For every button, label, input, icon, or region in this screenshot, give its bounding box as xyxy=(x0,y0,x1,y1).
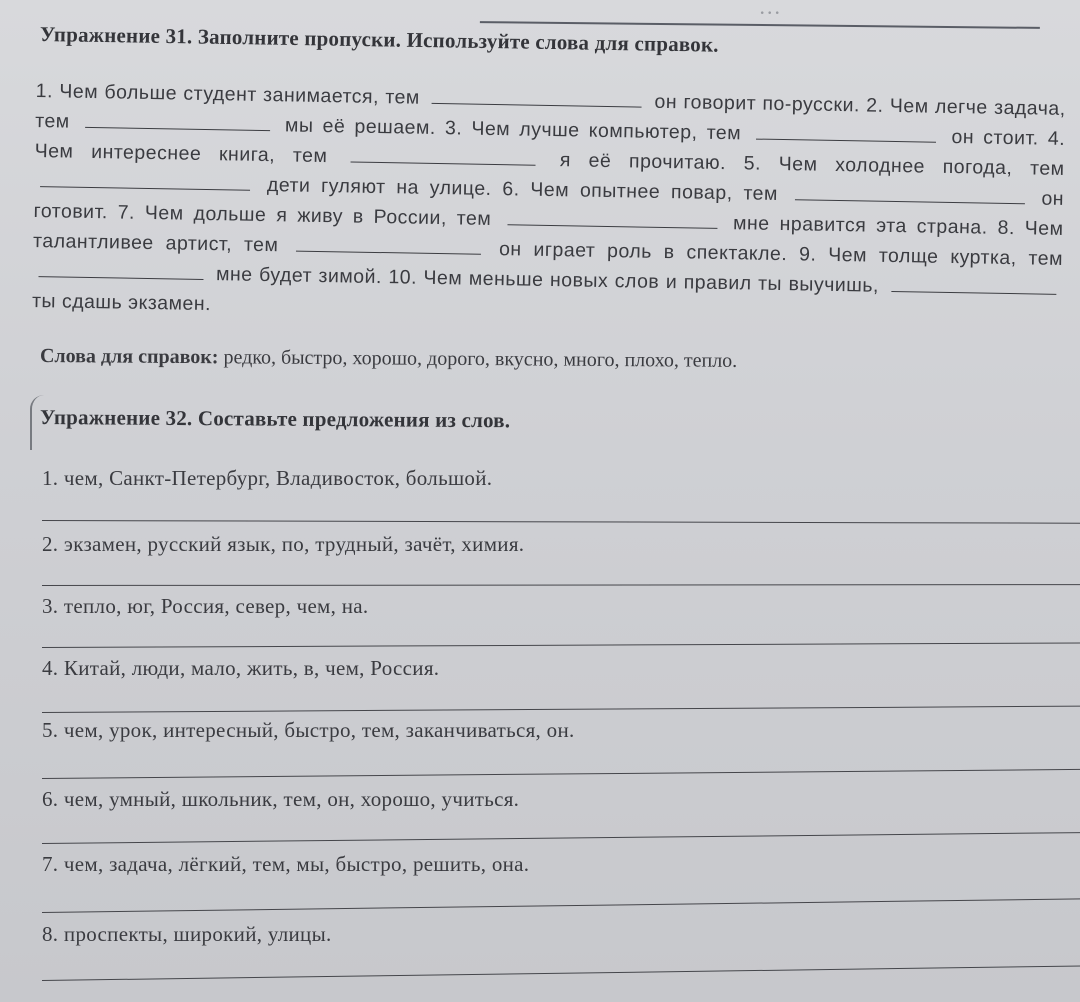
exercise-31-title: Упражнение 31. Заполните пропуски. Используйте слова для справок. xyxy=(39,22,719,57)
sentence-9b: мне будет зимой. xyxy=(215,263,383,289)
blank-3[interactable] xyxy=(756,121,936,143)
blank-9[interactable] xyxy=(38,258,203,280)
ex32-item-4: 4. Китай, люди, мало, жить, в, чем, Россия. xyxy=(42,656,440,680)
ex32-item-2: 2. экзамен, русский язык, по, трудный, зачёт, химия. xyxy=(42,532,525,556)
answer-line-7[interactable] xyxy=(42,898,1080,913)
sentence-7b: мне нравится эта страна. xyxy=(732,212,988,239)
answer-line-5[interactable] xyxy=(42,769,1080,779)
ex32-item-7: 7. чем, задача, лёгкий, тем, мы, быстро, решить, она. xyxy=(42,852,530,876)
top-handwritten-text: ... xyxy=(760,0,783,19)
sentence-9a: 9. Чем толще куртка, тем xyxy=(798,243,1064,270)
answer-line-2[interactable] xyxy=(42,584,1080,586)
answer-line-3[interactable] xyxy=(42,642,1080,648)
sentence-1a: 1. Чем больше студент занимается, тем xyxy=(35,79,420,109)
sentence-10a: 10. Чем меньше новых слов и правил ты выучишь, xyxy=(388,266,880,297)
sentence-8b: он играет роль в спектакле. xyxy=(498,238,788,266)
blank-7[interactable] xyxy=(507,206,717,229)
ex32-item-8: 8. проспекты, широкий, улицы. xyxy=(42,922,332,946)
reference-label: Слова для справок: xyxy=(39,345,219,369)
sentence-2a: 2. Чем легче задача, тем xyxy=(35,94,1066,133)
blank-1[interactable] xyxy=(432,85,642,108)
sentence-1b: он говорит по-русски. xyxy=(654,90,861,117)
exercise-31-text xyxy=(32,76,1066,334)
sentence-2b: мы её решаем. xyxy=(284,114,437,139)
exercise-32-title: Упражнение 32. Составьте предложения из слов. xyxy=(39,405,511,433)
sentence-4a: 4. Чем интереснее книга, тем xyxy=(34,127,1066,168)
sentence-6a: 6. Чем опытнее повар, тем xyxy=(502,178,779,205)
sentence-6b: он готовит. xyxy=(33,187,1065,224)
answer-line-1[interactable] xyxy=(42,520,1080,524)
reference-words xyxy=(40,345,737,373)
blank-6[interactable] xyxy=(795,181,1025,204)
answer-line-4[interactable] xyxy=(42,706,1080,713)
answer-line-6[interactable] xyxy=(42,832,1080,844)
blank-4[interactable] xyxy=(351,144,536,166)
blank-5[interactable] xyxy=(40,168,250,191)
sentence-7a: 7. Чем дольше я живу в России, тем xyxy=(117,201,492,230)
ex32-item-3: 3. тепло, юг, Россия, север, чем, на. xyxy=(42,594,369,618)
sentence-8a: 8. Чем талантливее артист, тем xyxy=(32,216,1064,257)
reference-list: редко, быстро, хорошо, дорого, вкусно, много, плохо, тепло. xyxy=(223,346,738,372)
answer-line-8[interactable] xyxy=(42,965,1080,981)
sentence-5a: 5. Чем холоднее погода, тем xyxy=(743,152,1065,180)
sentence-5b: дети гуляют на улице. xyxy=(266,174,492,200)
ex32-item-6: 6. чем, умный, школьник, тем, он, хорошо, учиться. xyxy=(42,787,520,811)
ex32-item-5: 5. чем, урок, интересный, быстро, тем, заканчиваться, он. xyxy=(42,718,575,742)
sentence-3a: 3. Чем лучше компьютер, тем xyxy=(444,117,742,145)
sentence-10b: ты сдашь экзамен. xyxy=(31,289,212,316)
blank-2[interactable] xyxy=(85,109,270,131)
sentence-3b: он стоит. xyxy=(951,125,1039,150)
sentence-4b: я её прочитаю. xyxy=(559,149,727,175)
ex32-item-1: 1. чем, Санкт-Петербург, Владивосток, большой. xyxy=(42,466,493,490)
blank-10[interactable] xyxy=(891,273,1056,295)
blank-8[interactable] xyxy=(296,233,481,255)
